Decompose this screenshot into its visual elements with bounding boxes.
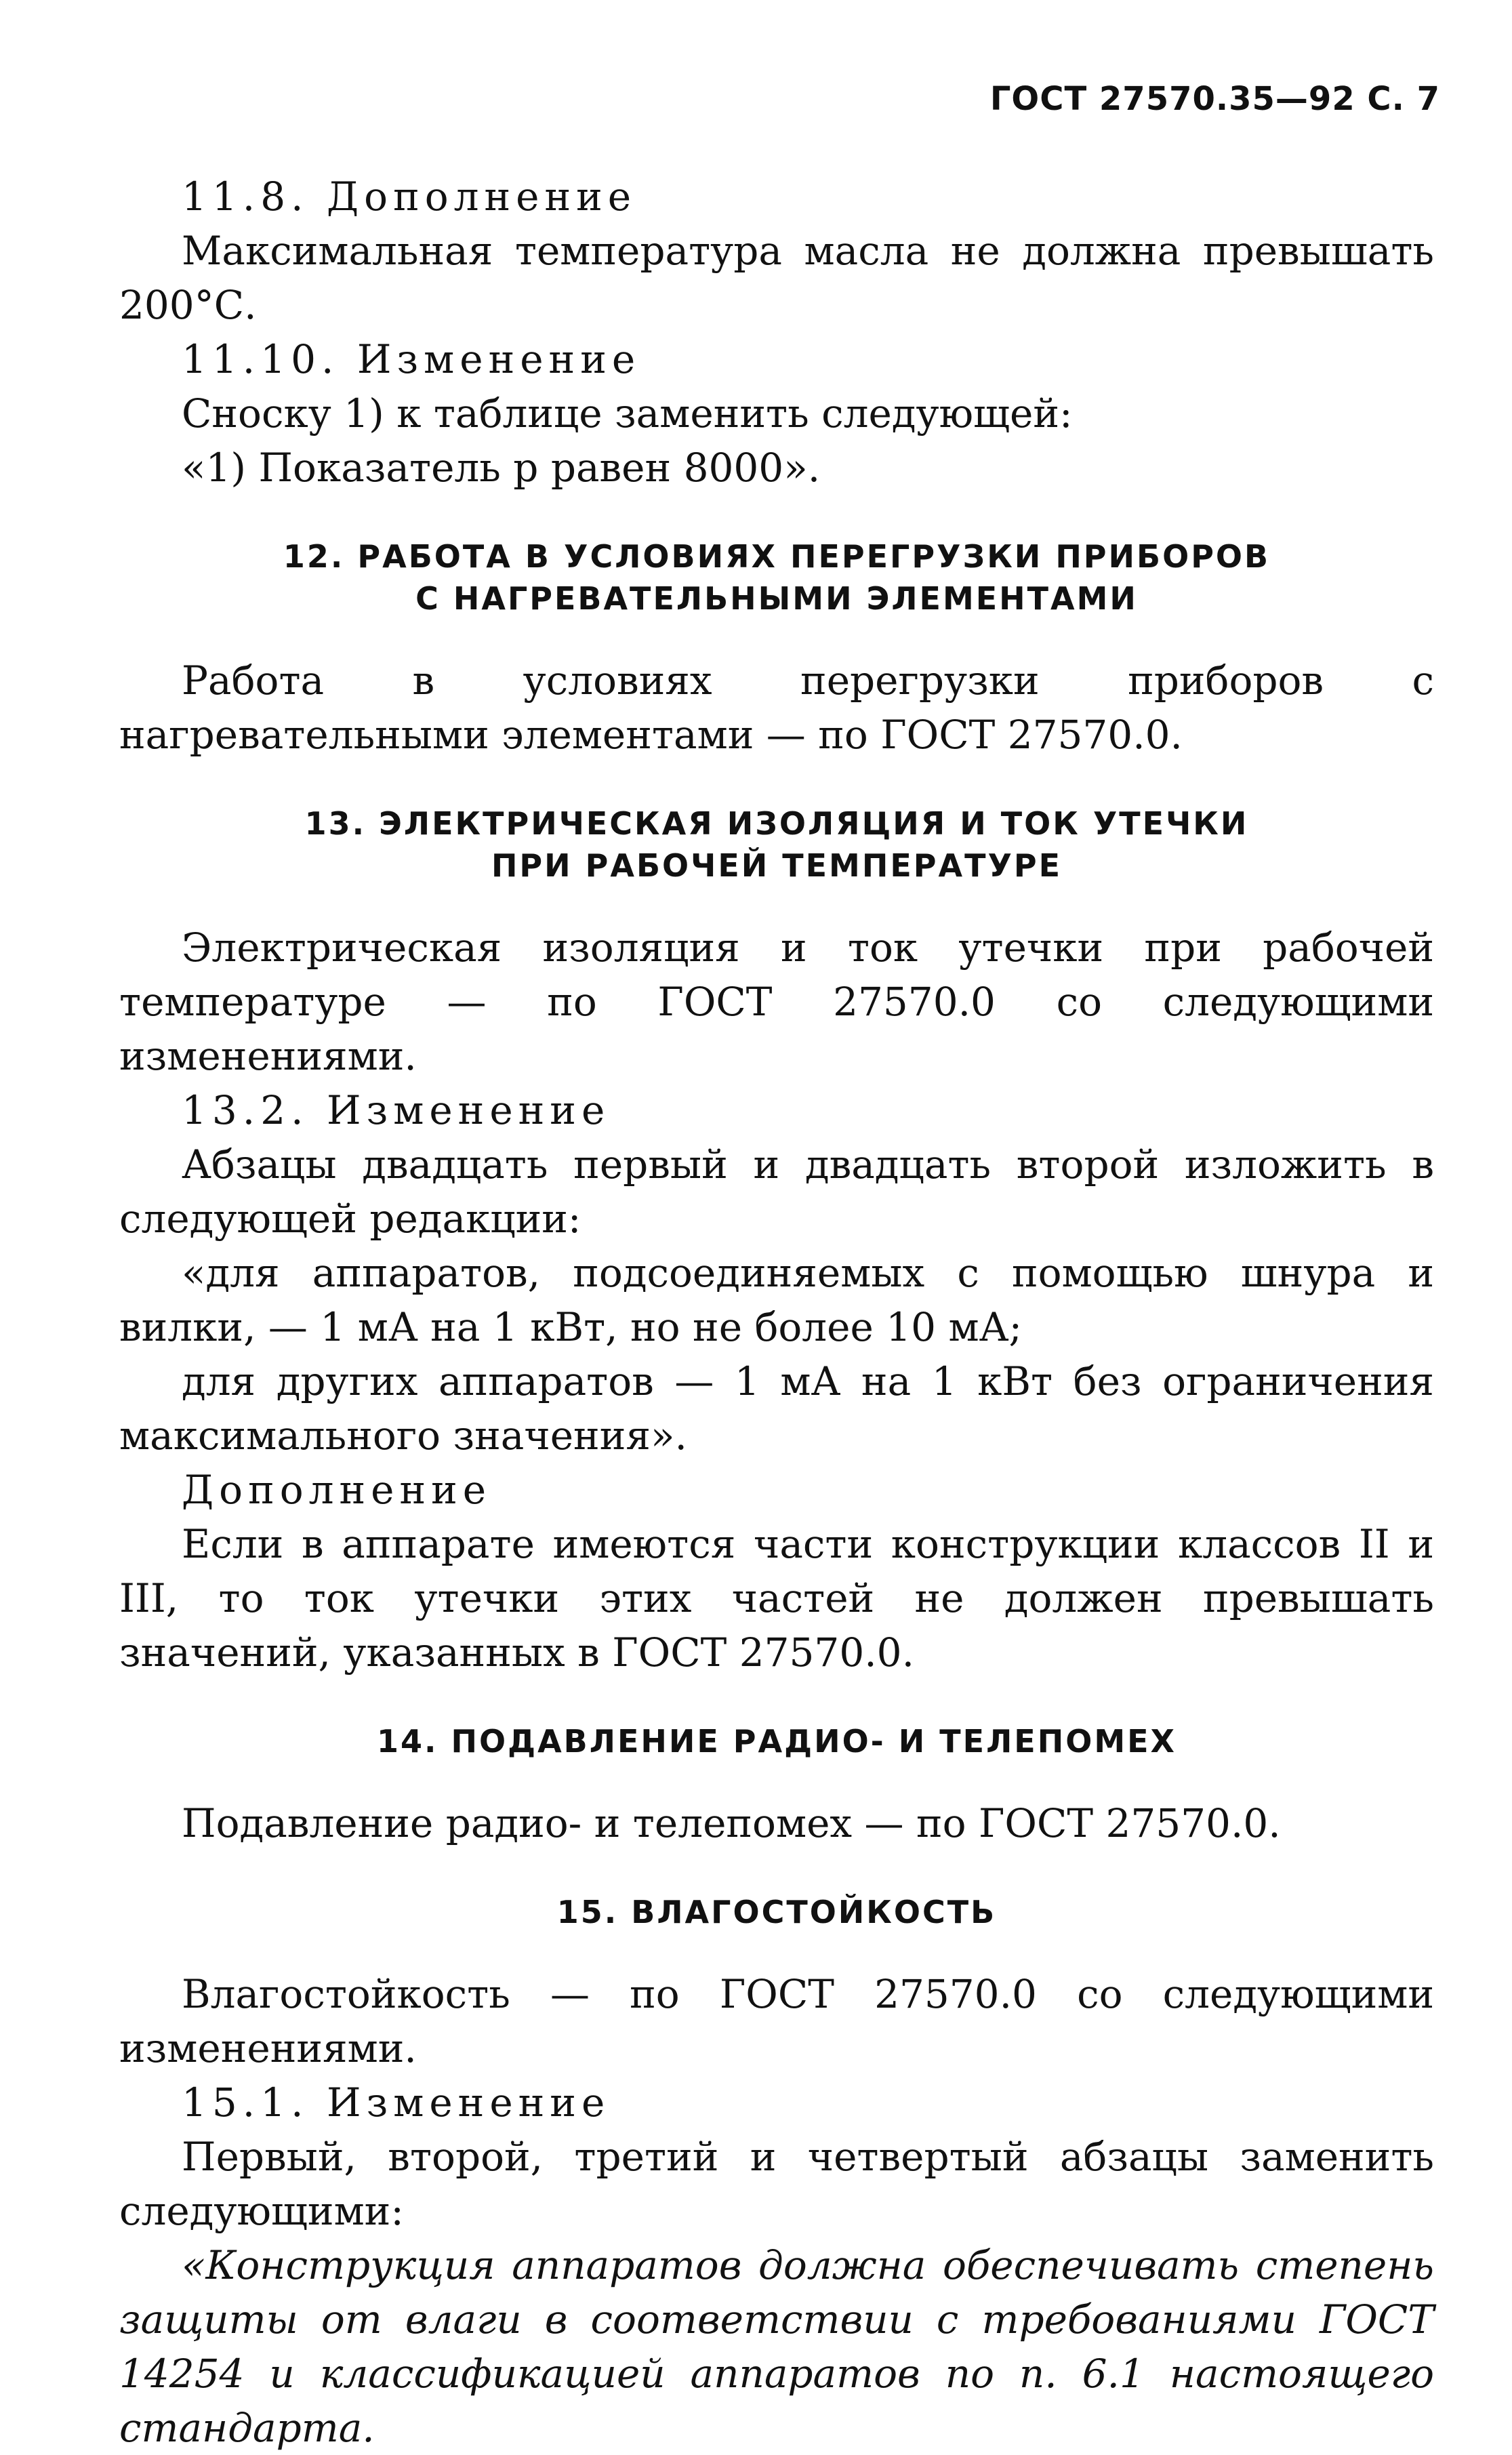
section-15-text: Влагостойкость — по ГОСТ 27570.0 со следующими изменениями. [119,1971,1434,2071]
section-12-text: Работа в условиях перегрузки приборов с нагревательными элементами — по ГОСТ 27570.0. [119,657,1434,758]
clause-13-2-text: Абзацы двадцать первый и двадцать второй изложить в следующей редакции: [119,1141,1434,1242]
clause-11-8-text: Максимальная температура масла не должна превышать 200°С. [119,228,1434,328]
clause-13-2-addition-heading: Дополнение [182,1467,492,1513]
clause-11-10-text: Сноску 1) к таблице заменить следующей: [182,390,1073,437]
clause-15-1-text: Первый, второй, третий и четвертый абзацы заменить следующими: [119,2134,1434,2234]
section-12-heading-line1: 12. РАБОТА В УСЛОВИЯХ ПЕРЕГРУЗКИ ПРИБОРОВ [283,538,1271,575]
section-13-heading-line1: 13. ЭЛЕКТРИЧЕСКАЯ ИЗОЛЯЦИЯ И ТОК УТЕЧКИ [304,805,1249,842]
page-content [119,169,1434,2455]
clause-15-1-heading: 15.1. Изменение [182,2079,611,2126]
page-header: ГОСТ 27570.35—92 С. 7 [989,80,1440,118]
section-13-heading [119,803,1434,887]
clause-13-2-heading: 13.2. Изменение [182,1087,611,1133]
clause-15-1-italic-text: «Конструкция аппаратов должна обеспечивать степень защиты от влаги в соответствии с требованиями ГОСТ 14254 и классификацией аппаратов по п. 6.1 настоящего стандарта. [119,2242,1434,2451]
section-12-heading [119,535,1434,620]
clause-11-8-heading: 11.8. Дополнение [182,174,637,220]
clause-11-10-quote: «1) Показатель p равен 8000». [182,445,821,491]
clause-13-2-addition-text: Если в аппарате имеются части конструкции классов II и III, то ток утечки этих частей не должен превышать значений, указанных в ГОСТ 27570.0. [119,1521,1434,1676]
section-12-heading-line2: С НАГРЕВАТЕЛЬНЫМИ ЭЛЕМЕНТАМИ [415,580,1138,617]
clause-13-2-quote-1: «для аппаратов, подсоединяемых с помощью шнура и вилки, — 1 мА на 1 кВт, но не более 10 мА; [119,1250,1434,1350]
clause-11-10-heading: 11.10. Изменение [182,336,641,382]
section-13-heading-line2: ПРИ РАБОЧЕЙ ТЕМПЕРАТУРЕ [491,847,1063,884]
section-14-heading: 14. ПОДАВЛЕНИЕ РАДИО- И ТЕЛЕПОМЕХ [377,1723,1177,1760]
clause-13-2-quote-2: для других аппаратов — 1 мА на 1 кВт без ограничения максимального значения». [119,1358,1434,1459]
section-14-text: Подавление радио- и телепомех — по ГОСТ 27570.0. [182,1800,1281,1846]
section-13-text: Электрическая изоляция и ток утечки при рабочей температуре — по ГОСТ 27570.0 со следующими изменениями. [119,925,1434,1079]
section-15-heading: 15. ВЛАГОСТОЙКОСТЬ [556,1894,997,1930]
